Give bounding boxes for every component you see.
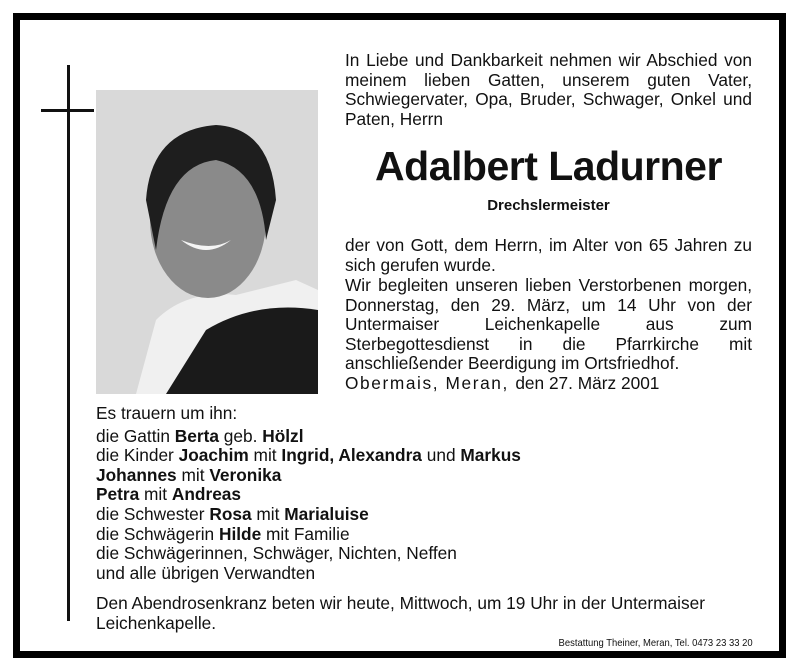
deceased-name: Adalbert Ladurner — [375, 143, 722, 189]
funeral-text: Wir begleiten unseren lieben Verstorbenen morgen, Donnerstag, den 29. März, um 14 Uhr von der Untermaiser Leichenkapelle aus zum Sterbegottesdienst in die Pfarrkirche mit anschließender Beerdigung im Ortsfriedhof. — [345, 275, 752, 374]
mourner-line: Petra mit Andreas — [96, 484, 242, 505]
date: den 27. März 2001 — [515, 373, 660, 393]
funeral-home-footer: Bestattung Theiner, Meran, Tel. 0473 23 33 20 — [558, 637, 753, 649]
place: Obermais, Meran, — [345, 373, 509, 393]
mourner-line: und alle übrigen Verwandten — [96, 562, 316, 583]
mourner-line: die Schwägerin Hilde mit Familie — [96, 523, 350, 544]
profession: Drechslermeister — [487, 197, 610, 214]
mourner-line: die Schwägerinnen, Schwäger, Nichten, Neffen — [96, 543, 457, 564]
rosary-notice: Den Abendrosenkranz beten wir heute, Mittwoch, um 19 Uhr in der Untermaiser Leichenkapelle. — [96, 593, 705, 633]
cross-icon — [67, 65, 70, 621]
mourner-line: die Gattin Berta geb. Hölzl — [96, 425, 304, 446]
mourners-list — [96, 404, 521, 583]
mourners-heading: Es trauern um ihn: — [96, 403, 238, 423]
cross-icon-bar — [41, 109, 94, 112]
intro-text: In Liebe und Dankbarkeit nehmen wir Abschied von meinem lieben Gatten, unserem guten Vater, Schwiegervater, Opa, Bruder, Schwager, Onkel und Paten, Herrn — [345, 50, 752, 129]
mourner-line: die Schwester Rosa mit Marialuise — [96, 503, 369, 524]
place-date — [345, 373, 659, 394]
mourner-line: Johannes mit Veronika — [96, 464, 282, 485]
mourner-line: die Kinder Joachim mit Ingrid, Alexandra und Markus — [96, 445, 521, 466]
called-text: der von Gott, dem Herrn, im Alter von 65 Jahren zu sich gerufen wurde. — [345, 235, 752, 275]
portrait-photo — [96, 90, 318, 394]
